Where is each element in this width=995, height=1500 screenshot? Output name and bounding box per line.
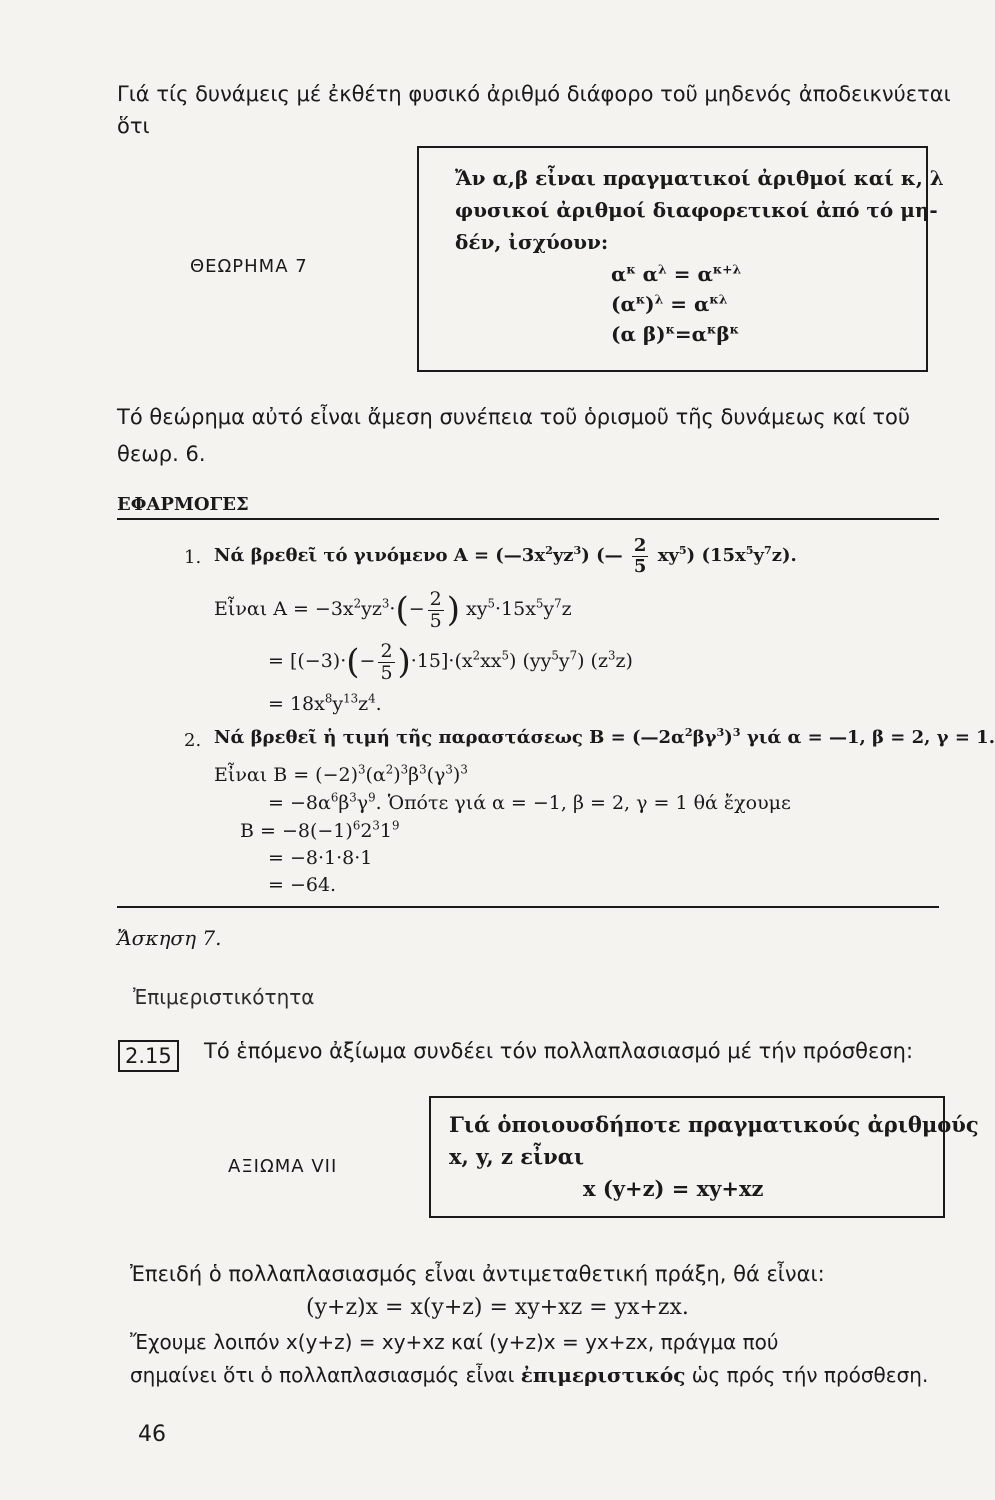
intro-line-2: ὅτι <box>117 114 150 138</box>
theorem-7-line-1: Ἄν α,β εἶναι πραγματικοί ἀριθμοί καί κ, λ <box>455 166 944 190</box>
remark-line-2: θεωρ. 6. <box>117 442 206 466</box>
example-1-statement: Νά βρεθεῖ τό γινόμενο $A = (—3x^2yz^3)$ (— $\frac{2}{5}$ $xy^5$) $(15x^5y^7z)$. <box>214 534 797 577</box>
axiom-7-box <box>429 1096 979 1218</box>
remark-line-1: Τό θεώρημα αὐτό εἶναι ἄμεση συνέπεια τοῦ ὁρισμοῦ τῆς δυνάμεως καί τοῦ <box>117 405 911 429</box>
paragraph-number-badge: 2.15 <box>118 1040 179 1072</box>
closing-line-3: Ἔχουμε λοιπόν x(y+z) = xy+xz καί (y+z)x = yx+zx, πράγμα πού <box>130 1330 779 1354</box>
axiom-7-formula: x (y+z) = xy+xz <box>583 1176 764 1201</box>
applications-bottom-rule <box>117 906 939 908</box>
theorem-7-box <box>417 146 944 372</box>
closing-line-1: Ἐπειδή ὁ πολλαπλασιασμός εἶναι ἀντιμεταθετική πράξη, θά εἶναι: <box>130 1262 825 1286</box>
example-1-step-2: = [(−3)·(− $\frac{2}{5}$ )$\cdot 15]\cdot(x^2xx^5)$ $(yy^5y^7)$ $(z^3z)$ <box>268 639 633 684</box>
example-2-statement: Νά βρεθεῖ ἡ τιμή τῆς παραστάσεως $B = (—2\alpha^2\beta\gamma^3)^3$ γιά α = —1, β = 2, γ = 1. <box>214 726 995 748</box>
theorem-7-label: ΘΕΩΡΗΜΑ 7 <box>190 256 308 277</box>
theorem-7-formula-2: $(\alpha^\kappa)^\lambda = \alpha^{\kappa\lambda}$ <box>611 291 728 316</box>
example-2-step-2: = $-8\alpha^6\beta^3\gamma^9$. Ὁπότε γιά α = −1, β = 2, γ = 1 θά ἔχουμε <box>268 790 791 814</box>
example-1-result: = $18x^8y^{13}z^4$. <box>268 691 382 715</box>
closing-formula: (y+z)x = x(y+z) = xy+xz = yx+zx. <box>306 1295 689 1320</box>
example-1-number: 1. <box>184 547 202 568</box>
example-2-result: = −64. <box>268 874 337 896</box>
axiom-7-line-1: Γιά ὁποιουσδήποτε πραγματικούς ἀριθμούς <box>449 1112 979 1137</box>
theorem-7-line-2: φυσικοί ἀριθμοί διαφορετικοί ἀπό τό μη- <box>455 198 938 222</box>
theorem-7-line-3: δέν, ἰσχύουν: <box>455 230 609 254</box>
closing-line-4: σημαίνει ὅτι ὁ πολλαπλασιασμός εἶναι ἐπιμεριστικός ὡς πρός τήν πρόσθεση. <box>130 1363 929 1387</box>
page-number: 46 <box>138 1422 166 1447</box>
section-heading: Ἐπιμεριστικότητα <box>133 985 315 1009</box>
exercise-reference: Ἄσκηση 7. <box>117 926 222 950</box>
theorem-7-formula-3: (α $\beta)^\kappa=\alpha^\kappa\beta^\kappa$ <box>611 321 739 346</box>
axiom-7-label: ΑΞΙΩΜΑ VII <box>228 1156 338 1177</box>
theorem-7-formula-1: $\alpha^\kappa$ $\alpha^\lambda = \alpha^{\kappa+\lambda}$ <box>611 261 742 286</box>
applications-top-rule <box>117 518 939 520</box>
example-1-step-1: Εἶναι $A = -3x^2yz^3\cdot(-$ $\frac{2}{5}$ ) $xy^5\cdot 15x^5y^7z$ <box>214 587 572 632</box>
example-2-number: 2. <box>184 730 202 751</box>
axiom-7-line-2: x, y, z εἶναι <box>449 1144 585 1169</box>
example-2-step-3: $B = -8(-1)^62^31^9$ <box>240 818 400 842</box>
paragraph-2-15-text: Τό ἑπόμενο ἀξίωμα συνδέει τόν πολλαπλασιασμό μέ τήν πρόσθεση: <box>204 1039 914 1063</box>
example-2-step-1: Εἶναι $B = (-2)^3(\alpha^2)^3\beta^3(\gamma^3)^3$ <box>214 762 468 786</box>
applications-heading: ΕΦΑΡΜΟΓΕΣ <box>117 494 249 515</box>
example-2-step-4: = −8·1·8·1 <box>268 847 373 869</box>
intro-line-1: Γιά τίς δυνάμεις μέ ἐκθέτη φυσικό ἀριθμό διάφορο τοῦ μηδενός ἀποδεικνύεται <box>117 82 951 106</box>
